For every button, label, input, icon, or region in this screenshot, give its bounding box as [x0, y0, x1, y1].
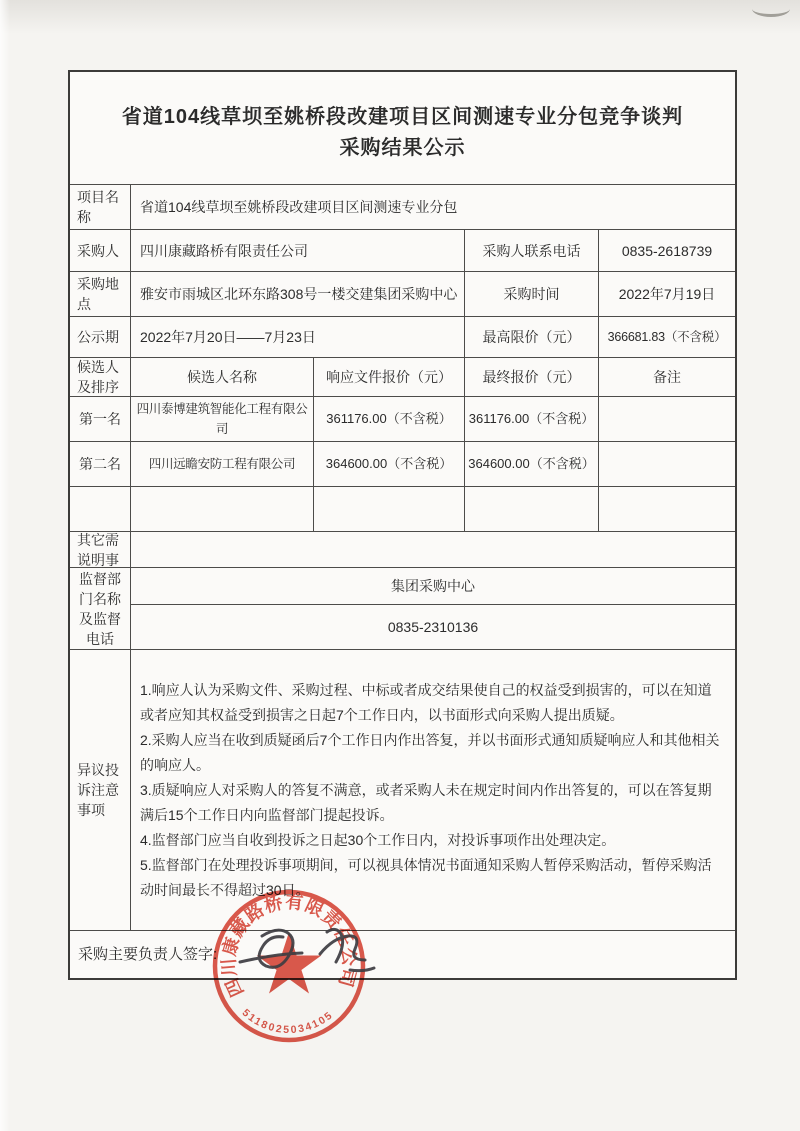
time-label: 采购时间	[465, 272, 598, 316]
publicity-label: 公示期	[70, 317, 130, 357]
objection-item-3: 3.质疑响应人对采购人的答复不满意，或者采购人未在规定时间内作出答复的，可以在答复期满后15个工作日内向监督部门提起投诉。	[140, 781, 712, 823]
seal-number-text: 5118025034105	[239, 1006, 336, 1037]
max-price-value: 366681.83（不含税）	[599, 317, 735, 357]
supervision-label: 监督部门名称及监督电话	[70, 568, 130, 649]
candidate1-rank: 第一名	[70, 397, 130, 441]
candidate2-remark	[599, 442, 735, 486]
candidate1-name: 四川泰博建筑智能化工程有限公司	[131, 397, 313, 441]
supervision-phone: 0835-2310136	[131, 605, 735, 649]
objection-item-2: 2.采购人应当在收到质疑函后7个工作日内作出答复，并以书面形式通知质疑响应人和其他相关的响应人。	[140, 731, 720, 773]
objection-label: 异议投诉注意事项	[70, 650, 130, 930]
project-name-label: 项目名称	[70, 185, 130, 229]
document-title-line2: 采购结果公示	[339, 137, 466, 159]
page-curl-mark	[752, 1, 790, 17]
candidate2-name: 四川远瞻安防工程有限公司	[131, 442, 313, 486]
purchaser-phone-label: 采购人联系电话	[465, 230, 598, 271]
procurement-result-table	[68, 70, 737, 980]
purchaser-phone-value: 0835-2618739	[599, 230, 735, 271]
candidate1-remark	[599, 397, 735, 441]
candidate2-final-price: 364600.00（不含税）	[465, 442, 598, 486]
document-title-line1: 省道104线草坝至姚桥段改建项目区间测速专业分包竞争谈判	[121, 106, 684, 128]
candidate3-final-price	[465, 487, 598, 531]
purchaser-label: 采购人	[70, 230, 130, 271]
location-value: 雅安市雨城区北环东路308号一楼交建集团采购中心	[131, 272, 464, 316]
candidate3-response-price	[314, 487, 464, 531]
project-name-value: 省道104线草坝至姚桥段改建项目区间测速专业分包	[131, 185, 735, 229]
candidate3-name	[131, 487, 313, 531]
candidate2-rank: 第二名	[70, 442, 130, 486]
candidates-header-remark: 备注	[599, 358, 735, 396]
scan-top-shade	[0, 0, 800, 34]
max-price-label: 最高限价（元）	[465, 317, 598, 357]
seal-company-text: 四川康藏路桥有限责任公司	[218, 891, 360, 1000]
candidates-header-response-price: 响应文件报价（元）	[314, 358, 464, 396]
location-label: 采购地点	[70, 272, 130, 316]
scan-left-shade	[0, 0, 10, 1131]
objection-item-1: 1.响应人认为采购文件、采购过程、中标或者成交结果使自己的权益受到损害的，可以在知道或者应知其权益受到损害之日起7个工作日内，以书面形式向采购人提出质疑。	[140, 681, 712, 723]
handwritten-signature	[232, 918, 402, 993]
candidate1-response-price: 361176.00（不含税）	[314, 397, 464, 441]
publicity-value: 2022年7月20日——7月23日	[131, 317, 464, 357]
other-notes-label: 其它需说明事	[70, 532, 130, 567]
signature-row	[70, 931, 735, 978]
document-title	[70, 72, 735, 184]
candidate2-response-price: 364600.00（不含税）	[314, 442, 464, 486]
candidate3-rank	[70, 487, 130, 531]
time-value: 2022年7月19日	[599, 272, 735, 316]
objection-item-4: 4.监督部门应当自收到投诉之日起30个工作日内，对投诉事项作出处理决定。	[140, 831, 616, 848]
signature-label: 采购主要负责人签字:	[78, 945, 218, 963]
candidate3-remark	[599, 487, 735, 531]
candidates-header-final-price: 最终报价（元）	[465, 358, 598, 396]
candidates-header-name: 候选人名称	[131, 358, 313, 396]
other-notes-value	[131, 532, 735, 567]
purchaser-value: 四川康藏路桥有限责任公司	[131, 230, 464, 271]
supervision-department: 集团采购中心	[131, 568, 735, 604]
candidate1-final-price: 361176.00（不含税）	[465, 397, 598, 441]
candidates-header-rank: 候选人及排序	[70, 358, 130, 396]
objection-item-5: 5.监督部门在处理投诉事项期间，可以视具体情况书面通知采购人暂停采购活动，暂停采购活动时间最长不得超过30日。	[140, 856, 712, 898]
